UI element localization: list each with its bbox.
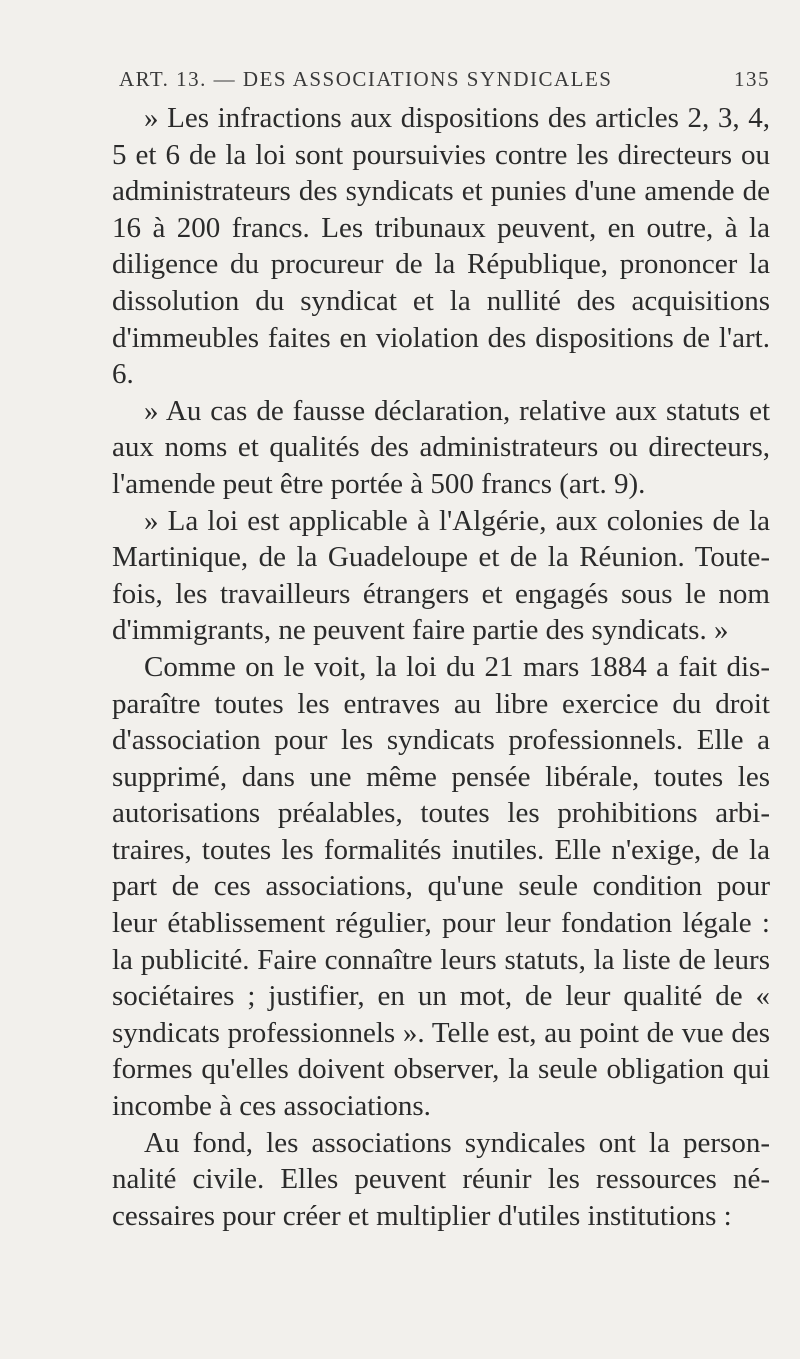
paragraph-false-declaration: » Au cas de fausse déclaration, relative aux statuts et aux noms et qualités des administrateurs ou directeurs, l'amende peut être portée à 500 francs (art. 9). bbox=[112, 394, 770, 500]
running-head-title: ART. 13. — DES ASSOCIATIONS SYNDICALES bbox=[119, 67, 613, 91]
paragraph-penalties: » Les infractions aux dispositions des articles 2, 3, 4, 5 et 6 de la loi sont poursuivies contre les directeurs ou administrateurs des syndicats et punies d'une amende de 16 à 200 francs. Les tribunaux peuvent, en outre, à la diligence du procureur de la République, prononcer la dissolution du syndicat et la nullité des acquisitions d'immeubles faites en violation des dispositions de l'art. 6. bbox=[112, 102, 770, 391]
running-head bbox=[107, 67, 770, 101]
paragraph-colonies: » La loi est applicable à l'Algérie, aux colonies de la Martinique, de la Guadeloupe et de la Réunion. Toutefois, les travailleurs étrangers et engagés sous le nom d'immigrants, ne peuvent faire partie des syndicats. » bbox=[112, 504, 770, 647]
paragraph-commentary: Comme on le voit, la loi du 21 mars 1884 a fait disparaître toutes les entraves au libre exercice du droit d'association pour les syndicats professionnels. Elle a supprimé, dans une même pensée libérale, toutes les autorisations préalables, toutes les prohibitions arbitraires, toutes les formalités inutiles. Elle n'exige, de la part de ces associations, qu'une seule condition pour leur établissement régulier, pour leur fondation légale : la publicité. Faire connaître leurs statuts, la liste de leurs sociétaires ; justifier, en un mot, de leur qualité de « syndicats professionnels ». Telle est, au point de vue des formes qu'elles doivent observer, la seule obligation qui incombe à ces associations. bbox=[112, 650, 770, 1123]
body-text bbox=[112, 100, 770, 1234]
page-number: 135 bbox=[734, 67, 770, 91]
paragraph-civil-personality: Au fond, les associations syndicales ont la personnalité civile. Elles peuvent réunir les ressources nécessaires pour créer et multiplier d'utiles institutions : bbox=[112, 1126, 770, 1232]
